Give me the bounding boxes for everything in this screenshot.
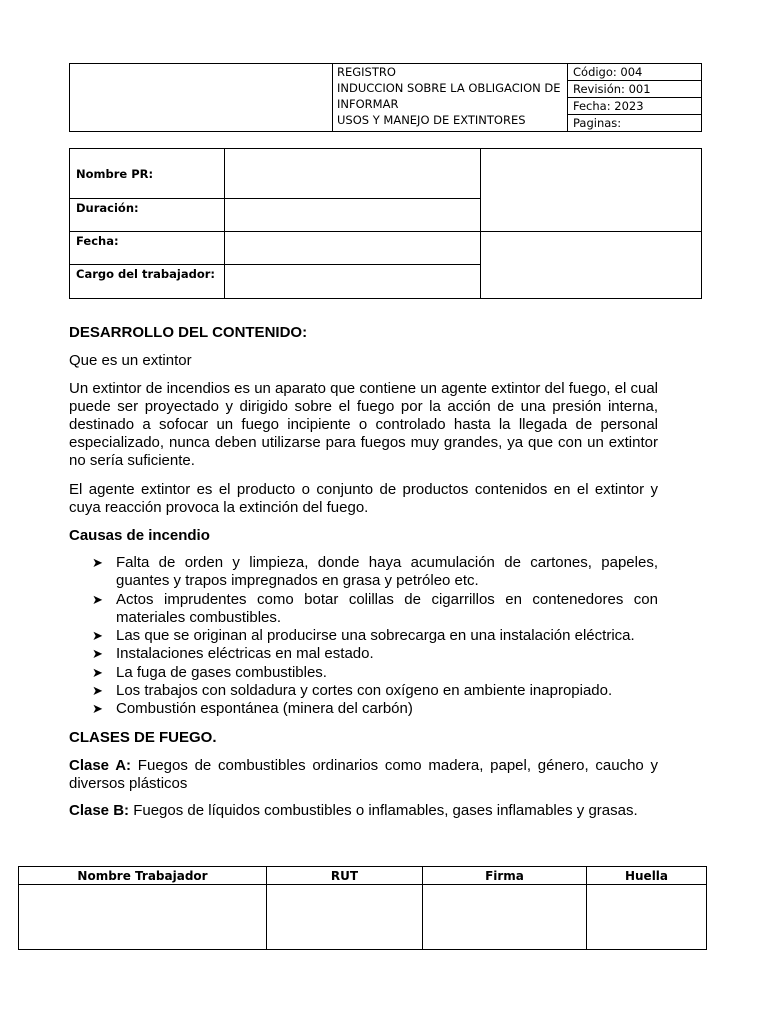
nombre-trabajador-field[interactable] bbox=[19, 885, 267, 950]
arrow-bullet-icon: ➤ bbox=[92, 591, 103, 607]
arrow-bullet-icon: ➤ bbox=[92, 683, 103, 699]
col-header-nombre: Nombre Trabajador bbox=[19, 867, 267, 885]
cargo-label: Cargo del trabajador: bbox=[70, 265, 225, 299]
content-heading: DESARROLLO DEL CONTENIDO: bbox=[69, 324, 308, 341]
fecha-cell: Fecha: 2023 bbox=[568, 98, 702, 115]
clase-a-label: Clase A: bbox=[69, 757, 132, 774]
logo-cell bbox=[70, 64, 333, 132]
clase-b-paragraph bbox=[69, 802, 658, 820]
causas-list bbox=[92, 554, 658, 719]
causas-heading: Causas de incendio bbox=[69, 527, 210, 544]
title-line: INDUCCION SOBRE LA OBLIGACION DE bbox=[337, 81, 561, 95]
clases-heading: CLASES DE FUEGO. bbox=[69, 729, 217, 746]
document-header-table bbox=[69, 63, 702, 132]
nombre-pr-label: Nombre PR: bbox=[70, 149, 225, 199]
codigo-cell: Código: 004 bbox=[568, 64, 702, 81]
firma-field[interactable] bbox=[423, 885, 587, 950]
signature-table bbox=[18, 866, 707, 950]
revision-cell: Revisión: 001 bbox=[568, 81, 702, 98]
list-item: ➤ Falta de orden y limpieza, donde haya acumulación de cartones, papeles, guantes y trapos impregnados en grasa y petróleo etc. bbox=[92, 554, 658, 590]
huella-field[interactable] bbox=[587, 885, 707, 950]
info-side-box-bottom bbox=[481, 232, 702, 299]
list-item: ➤ Los trabajos con soldadura y cortes con oxígeno en ambiente inapropiado. bbox=[92, 682, 613, 700]
arrow-bullet-icon: ➤ bbox=[92, 701, 103, 717]
title-line: USOS Y MANEJO DE EXTINTORES bbox=[337, 113, 526, 127]
list-item: ➤ Las que se originan al producirse una sobrecarga en una instalación eléctrica. bbox=[92, 627, 635, 645]
nombre-pr-field[interactable] bbox=[225, 149, 481, 199]
duracion-field[interactable] bbox=[225, 199, 481, 232]
list-item: ➤ Instalaciones eléctricas en mal estado. bbox=[92, 645, 374, 663]
duracion-label: Duración: bbox=[70, 199, 225, 232]
col-header-rut: RUT bbox=[267, 867, 423, 885]
paginas-cell: Paginas: bbox=[568, 115, 702, 132]
list-item: ➤ Combustión espontánea (minera del carbón) bbox=[92, 700, 413, 718]
rut-field[interactable] bbox=[267, 885, 423, 950]
clase-a-paragraph bbox=[69, 757, 658, 793]
list-item: ➤ Actos imprudentes como botar colillas de cigarrillos en contenedores con materiales combustibles. bbox=[92, 590, 658, 626]
clase-b-text: Fuegos de líquidos combustibles o inflamables, gases inflamables y grasas. bbox=[129, 802, 638, 819]
paragraph-extintor: Un extintor de incendios es un aparato que contiene un agente extintor del fuego, el cual puede ser proyectado y dirigido sobre el fuego por la acción de una presión interna, destinado a sofocar un fuego incipiente o controlado hasta la llegada de personal especializado, nunca deben utilizarse para fuegos muy grandes, ya que con un extintor no sería suficiente. bbox=[69, 380, 658, 469]
paragraph-agente: El agente extintor es el producto o conjunto de productos contenidos en el extintor y cuya reacción provoca la extinción del fuego. bbox=[69, 481, 658, 516]
arrow-bullet-icon: ➤ bbox=[92, 646, 103, 662]
title-line: REGISTRO bbox=[337, 65, 396, 79]
arrow-bullet-icon: ➤ bbox=[92, 628, 103, 644]
list-item: ➤ La fuga de gases combustibles. bbox=[92, 663, 327, 681]
fecha-field[interactable] bbox=[225, 232, 481, 265]
clase-b-label: Clase B: bbox=[69, 802, 130, 819]
title-line: INFORMAR bbox=[337, 97, 399, 111]
col-header-huella: Huella bbox=[587, 867, 707, 885]
info-form-table bbox=[69, 148, 702, 299]
clase-a-text: Fuegos de combustibles ordinarios como madera, papel, género, caucho y diversos plásticos bbox=[69, 757, 659, 792]
content-subtitle: Que es un extintor bbox=[69, 352, 192, 369]
document-title-cell bbox=[333, 64, 568, 132]
fecha-label: Fecha: bbox=[70, 232, 225, 265]
col-header-firma: Firma bbox=[423, 867, 587, 885]
cargo-field[interactable] bbox=[225, 265, 481, 299]
info-side-box-top bbox=[481, 149, 702, 232]
arrow-bullet-icon: ➤ bbox=[92, 664, 103, 680]
arrow-bullet-icon: ➤ bbox=[92, 555, 103, 570]
